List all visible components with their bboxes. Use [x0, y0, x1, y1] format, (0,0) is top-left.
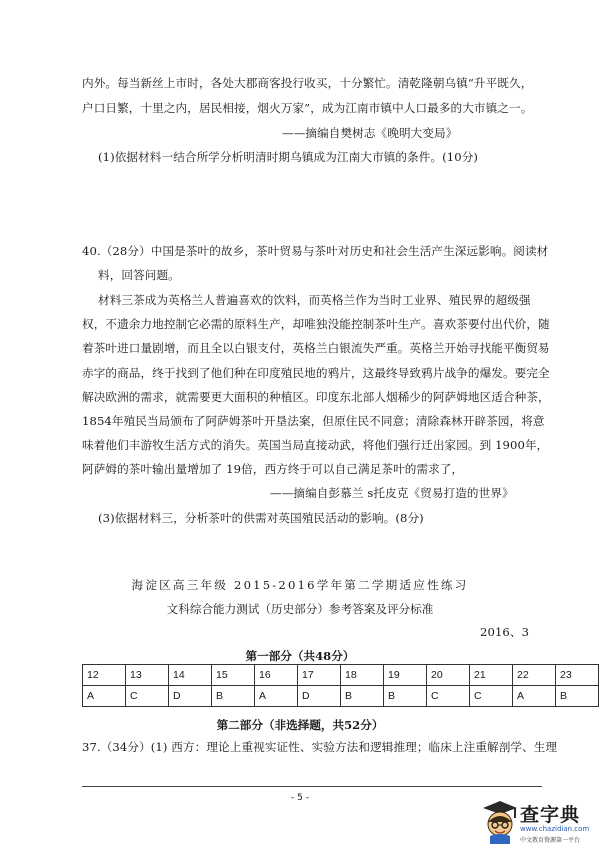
table-cell: 18 [341, 665, 384, 686]
table-cell: A [513, 686, 556, 707]
question-40-intro-cont: 料，回答问题。 [98, 268, 180, 282]
text-line: 户口日繁，十里之内，居民相接，烟火万家”，成为江南市镇中人口最多的大市镇之一。 [82, 101, 533, 115]
question-37-answer: 37.（34分）(1) 西方：理论上重视实证性、实验方法和逻辑推理；临床上注重解剖学、生理 [82, 740, 558, 754]
part-2-heading: 第二部分（非选择题，共52分） [216, 718, 384, 732]
material-3-line: 着茶叶进口量剧增，而且全以白银支付，英格兰白银流失严重。英格兰开始寻找能平衡贸易 [82, 341, 550, 355]
table-cell: C [470, 686, 513, 707]
material-3-line: 味着他们丰游牧生活方式的消失。英国当局直接动武，将他们强行迁出家园。到 1900年， [82, 438, 549, 452]
table-cell: 15 [212, 665, 255, 686]
answer-table [82, 664, 599, 707]
material-3-line: 材料三茶成为英格兰人普遍喜欢的饮料，而英格兰作为当时工业界、殖民界的超级强 [98, 293, 531, 307]
table-cell: A [255, 686, 298, 707]
table-cell: C [126, 686, 169, 707]
question-3: (3)依据材料三，分析茶叶的供需对英国殖民活动的影响。(8分) [98, 511, 424, 525]
table-row-numbers [83, 665, 599, 686]
table-cell: B [556, 686, 599, 707]
answer-key-subtitle: 文科综合能力测试（历史部分）参考答案及评分标准 [166, 602, 434, 616]
logo-url: www.chazidian.com [520, 825, 590, 833]
table-cell: 21 [470, 665, 513, 686]
table-cell: 20 [427, 665, 470, 686]
table-cell: 19 [384, 665, 427, 686]
text-line: 内外。每当新丝上市时，各处大郡商客投行收买，十分繁忙。清乾隆朝乌镇“升平既久， [82, 76, 533, 90]
table-cell: D [298, 686, 341, 707]
table-cell: 14 [169, 665, 212, 686]
table-row-letters [83, 686, 599, 707]
question-1: (1)依据材料一结合所学分析明清时期乌镇成为江南大市镇的条件。(10分) [98, 150, 479, 164]
source-citation: ——摘编自彭慕兰 s托皮克《贸易打造的世界》 [270, 486, 514, 500]
logo-name: 查字典 [520, 804, 581, 826]
material-3-line: 赤字的商品，终于找到了他们种在印度殖民地的鸦片，这最终导致鸦片战争的爆发。要完全 [82, 366, 550, 380]
part-1-heading: 第一部分（共48分） [245, 649, 355, 663]
answer-key-title: 海淀区高三年级 2015-2016学年第二学期适应性练习 [131, 578, 469, 592]
table-cell: 12 [83, 665, 126, 686]
table-cell: B [384, 686, 427, 707]
source-citation: ——摘编自樊树志《晚明大变局》 [282, 126, 458, 140]
material-3-line: 阿萨姆的茶叶输出量增加了 19倍，西方终于可以自己满足茶叶的需求了， [82, 462, 464, 476]
page-number: - 5 - [291, 793, 309, 803]
table-cell: B [341, 686, 384, 707]
material-3-line: 1854年殖民当局颁布了阿萨姆茶叶开垦法案，但原住民不同意；清除森林开辟茶园，将意 [82, 414, 545, 428]
table-cell: A [83, 686, 126, 707]
table-cell: 13 [126, 665, 169, 686]
table-cell: 17 [298, 665, 341, 686]
material-3-line: 权，不遗余力地控制它必需的原料生产，却唯独没能控制茶叶生产。喜欢茶要付出代价，随 [82, 317, 550, 331]
logo-tagline: 中文教育资源第一平台 [520, 837, 581, 844]
table-cell: 16 [255, 665, 298, 686]
footer-divider [82, 786, 542, 787]
table-cell: 22 [513, 665, 556, 686]
table-cell: 23 [556, 665, 599, 686]
material-3-line: 解决欧洲的需求，就需要更大面积的种植区。印度东北部人烟稀少的阿萨姆地区适合种茶， [82, 390, 550, 404]
question-40-intro: 40.（28分）中国是茶叶的故乡，茶叶贸易与茶叶对历史和社会生活产生深远影响。阅读材 [82, 244, 549, 258]
table-cell: C [427, 686, 470, 707]
answer-key-date: 2016、3 [480, 625, 530, 639]
table-cell: B [212, 686, 255, 707]
table-cell: D [169, 686, 212, 707]
